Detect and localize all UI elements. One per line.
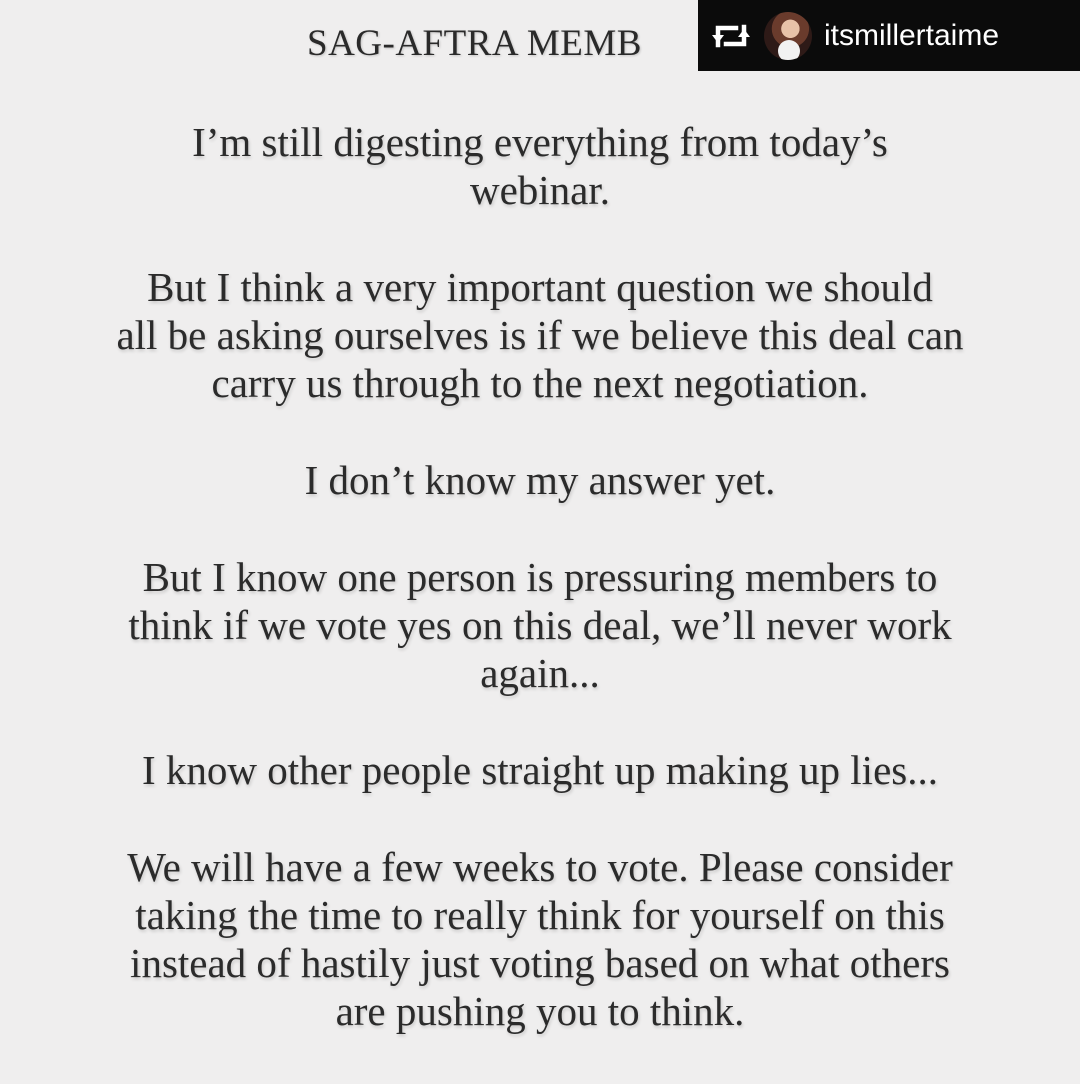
avatar[interactable]	[764, 12, 812, 60]
heading-text: SAG-AFTRA MEMB	[307, 23, 642, 64]
paragraph-4: But I know one person is pressuring members to think if we vote yes on this deal, we’ll never work again...	[128, 554, 952, 696]
repost-username[interactable]: itsmillertaime	[824, 18, 1000, 52]
repost-attribution[interactable]	[698, 0, 1080, 71]
repost-icon	[710, 20, 752, 52]
paragraph-2: But I think a very important question we should all be asking ourselves is if we believe this deal can carry us through to the next negotiation.	[116, 264, 964, 406]
paragraph-3: I don’t know my answer yet.	[304, 457, 776, 503]
post-body	[60, 118, 1020, 1084]
paragraph-5: I know other people straight up making up lies...	[142, 747, 938, 793]
paragraph-6: We will have a few weeks to vote. Please consider taking the time to really think for yourself on this instead of hastily just voting based on what others are pushing you to think.	[127, 844, 953, 1034]
paragraph-1: I’m still digesting everything from today’s webinar.	[192, 119, 888, 213]
